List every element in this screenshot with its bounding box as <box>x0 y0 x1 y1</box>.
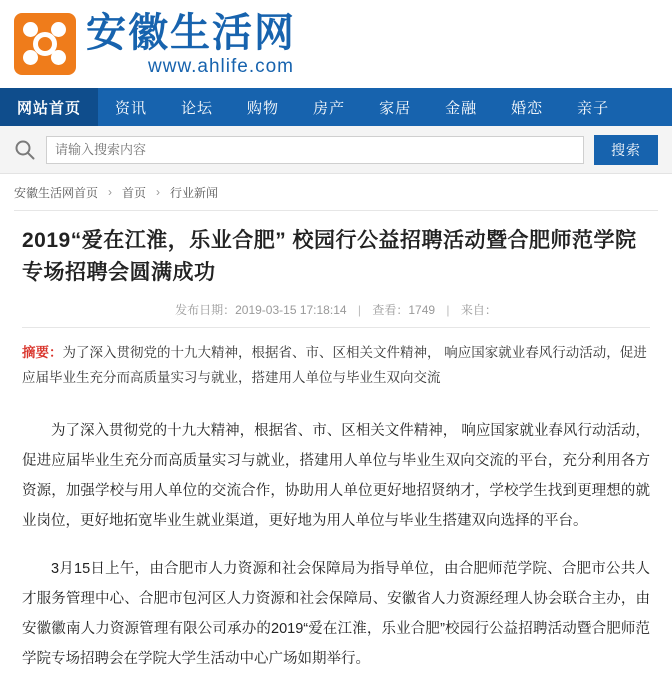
breadcrumb-separator: › <box>108 185 113 199</box>
site-url: www.ahlife.com <box>148 56 294 77</box>
search-button[interactable]: 搜索 <box>594 135 658 165</box>
main-nav <box>0 88 672 126</box>
meta-divider <box>22 327 650 328</box>
article <box>0 211 672 674</box>
nav-item-home-living[interactable]: 家居 <box>379 99 412 117</box>
nav-item-parenting[interactable]: 亲子 <box>577 99 610 117</box>
grid-circle-logo-icon[interactable] <box>14 13 76 75</box>
nav-item-realestate[interactable]: 房产 <box>313 99 346 117</box>
search-icon <box>14 139 36 161</box>
search-input[interactable] <box>46 136 584 164</box>
breadcrumb-separator: › <box>156 185 161 199</box>
nav-item-shopping[interactable]: 购物 <box>247 99 280 117</box>
breadcrumb-item-home[interactable]: 首页 <box>122 185 147 200</box>
meta-separator: | <box>446 303 450 317</box>
meta-separator: | <box>357 303 362 317</box>
article-paragraph: 为了深入贯彻党的十九大精神，根据省、市、区相关文件精神， 响应国家就业春风行动活动，促进应届毕业生充分而高质量实习与就业，搭建用人单位与毕业生双向交流的平台，充分利用各方资源，加强学校与用人单位的交流合作，协助用人单位更好地招贤纳才，学校学生找到更理想的就业岗位，更好地拓宽毕业生就业渠道，更好地为用人单位与毕业生搭建双向选择的平台。 <box>22 423 650 529</box>
nav-item-forum[interactable]: 论坛 <box>181 99 214 117</box>
views-count: 1749 <box>408 303 436 317</box>
site-header <box>0 0 672 88</box>
article-summary <box>22 340 650 390</box>
article-body <box>22 416 650 674</box>
nav-item-marriage[interactable]: 婚恋 <box>511 99 544 117</box>
nav-item-home[interactable]: 网站首页 <box>0 88 98 126</box>
breadcrumb-item-site-home[interactable]: 安徽生活网首页 <box>14 185 99 200</box>
views-label: 查看： <box>372 303 409 317</box>
summary-label: 摘要： <box>22 345 63 360</box>
summary-text: 为了深入贯彻党的十九大精神，根据省、市、区相关文件精神， 响应国家就业春风行动活动，促进应届毕业生充分而高质量实习与就业，搭建用人单位与毕业生双向交流 <box>22 345 647 385</box>
source-label: 来自： <box>460 303 497 317</box>
article-meta <box>22 301 650 318</box>
logo-text[interactable] <box>86 10 296 78</box>
publish-date: 2019-03-15 17:18:14 <box>235 303 347 317</box>
article-paragraph: 3月15日上午，由合肥市人力资源和社会保障局为指导单位，由合肥师范学院、合肥市公共人才服务管理中心、合肥市包河区人力资源和社会保障局、安徽省人力资源经理人协会联合主办，由安徽徽南人力资源管理有限公司承办的2019“爱在江淮，乐业合肥”校园行公益招聘活动暨合肥师范学院专场招聘会在学院大学生活动中心广场如期举行。 <box>22 561 650 667</box>
breadcrumb-item-industry-news[interactable]: 行业新闻 <box>170 185 219 200</box>
nav-item-news[interactable]: 资讯 <box>115 99 148 117</box>
nav-item-finance[interactable]: 金融 <box>445 99 478 117</box>
search-bar <box>0 126 672 174</box>
breadcrumb <box>0 174 672 210</box>
site-title: 安徽生活网 <box>86 11 296 55</box>
publish-label: 发布日期： <box>175 303 236 317</box>
page-title: 2019“爱在江淮，乐业合肥” 校园行公益招聘活动暨合肥师范学院专场招聘会圆满成功 <box>22 229 637 284</box>
